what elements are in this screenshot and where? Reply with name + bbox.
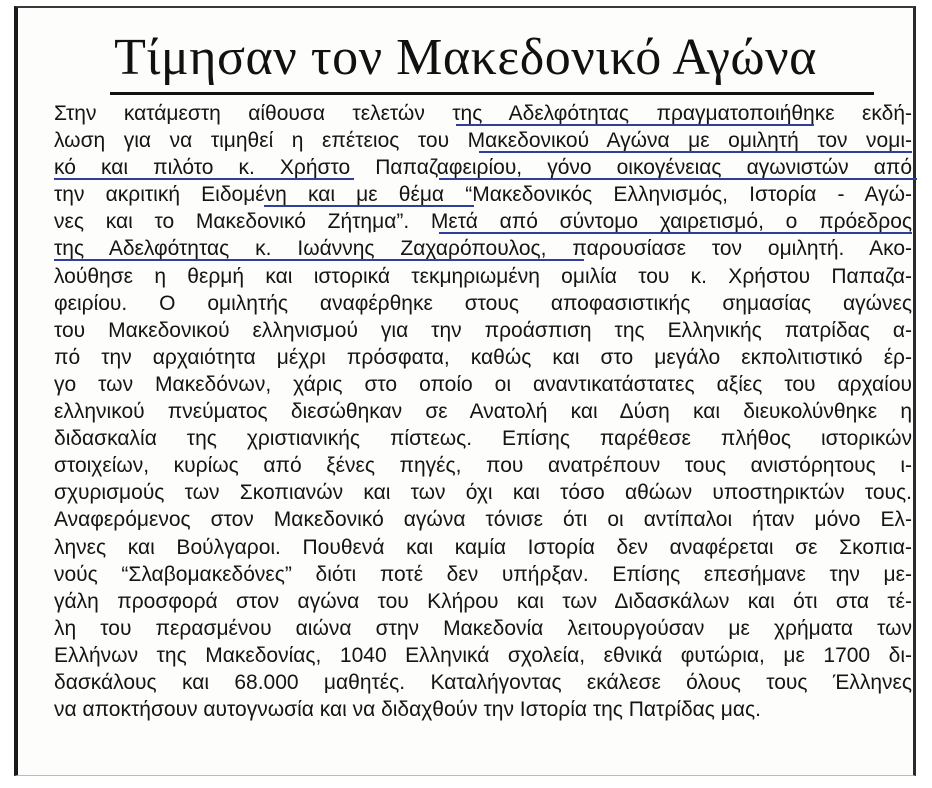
article-line: λούθησε η θερμή και ιστορικά τεκμηριωμένη ομιλία του κ. Χρήστου Παπαζα-	[54, 264, 912, 288]
article-line: του Μακεδονικού ελληνισμού για την προάσπιση της Ελληνικής πατρίδας α-	[54, 318, 912, 342]
article-line: σχυρισμούς των Σκοπιανών και των όχι και τόσο αθώων υποστηρικτών τους.	[54, 481, 912, 505]
article-line: Αναφερόμενος στον Μακεδονικό αγώνα τόνισε ότι οι αντίπαλοι ήταν μόνο Ελ-	[54, 508, 912, 532]
pen-underline	[54, 259, 584, 261]
pen-underline	[439, 178, 917, 180]
article-line: γάλη προσφορά στον αγώνα του Κλήρου και των Διδασκάλων και ότι στα τέ-	[54, 589, 912, 613]
article-line: κό και πιλότο κ. Χρήστο Παπαζαφειρίου, γόνο οικογένειας αγωνιστών από	[54, 156, 912, 180]
article-line: φειρίου. Ο ομιλητής αναφέρθηκε στους αποφασιστικής σημασίας αγώνες	[54, 291, 912, 315]
article-line: στοιχείων, κυρίως από ξένες πηγές, που ανατρέπουν τους ανιστόρητους ι-	[54, 454, 912, 478]
article-line: την ακριτική Ειδομένη και με θέμα “Μακεδονικός Ελληνισμός, Ιστορία - Αγώ-	[54, 183, 912, 207]
article-line: της Αδελφότητας κ. Ιωάννης Ζαχαρόπουλος, παρουσίασε τον ομιλητή. Ακο-	[54, 237, 912, 261]
article-line: δασκάλους και 68.000 μαθητές. Καταλήγοντας εκάλεσε όλους τους Έλληνες	[54, 670, 912, 694]
headline-underline	[110, 92, 874, 95]
pen-underline	[54, 178, 354, 180]
article-line: να αποκτήσουν αυτογνωσία και να διδαχθούν την Ιστορία της Πατρίδας μας.	[54, 698, 761, 722]
article-line: διδασκαλία της χριστιανικής πίστεως. Επίσης παρέθεσε πλήθος ιστορικών	[54, 427, 912, 451]
article-line: Στην κατάμεστη αίθουσα τελετών της Αδελφότητας πραγματοποιήθηκε εκδή-	[54, 102, 912, 125]
article-line: νούς “Σλαβομακεδόνες” διότι ποτέ δεν υπήρξαν. Επίσης επεσήμανε την με-	[54, 562, 912, 586]
article-line: νες και το Μακεδονικό Ζήτημα”. Μετά από σύντομο χαιρετισμό, ο πρόεδρος	[54, 210, 912, 234]
article-line: ληνες και Βούλγαροι. Πουθενά και καμία Ιστορία δεν αναφέρεται σε Σκοπια-	[54, 535, 912, 559]
article-line: πό την αρχαιότητα μέχρι πρόσφατα, καθώς και στο μεγάλο εκπολιτιστικό έρ-	[54, 345, 912, 369]
article-line: Ελλήνων της Μακεδονίας, 1040 Ελληνικά σχολεία, εθνικά φυτώρια, με 1700 δι-	[54, 643, 912, 667]
article-line: γο των Μακεδόνων, χάρις στο οποίο οι αναντικατάστατες αξίες του αρχαίου	[54, 372, 912, 396]
pen-underline	[456, 124, 814, 126]
article-headline: Τίμησαν τον Μακεδονικό Αγώνα	[114, 29, 817, 86]
article-line: ελληνικού πνεύματος διεσώθηκαν σε Ανατολή και Δύση και διευκολύνθηκε η	[54, 400, 912, 424]
article-line: λη του περασμένου αιώνα στην Μακεδονία λειτουργούσαν με χρήματα των	[54, 616, 912, 640]
pen-underline	[264, 205, 474, 207]
article-body	[54, 100, 912, 723]
pen-underline	[704, 151, 912, 153]
newspaper-clipping	[14, 6, 916, 776]
pen-underline	[439, 232, 912, 234]
article-line: λωση για να τιμηθεί η επέτειος του Μακεδονικού Αγώνα με ομιλητή τον νομι-	[54, 129, 912, 153]
